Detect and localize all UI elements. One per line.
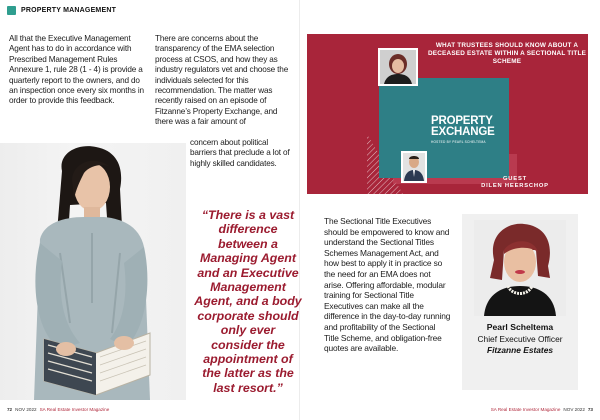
- section-marker-icon: [7, 6, 16, 15]
- guest-caption: [467, 176, 563, 191]
- property-exchange-banner: [307, 34, 588, 194]
- profile-company: Fitzanne Estates: [486, 345, 554, 355]
- section-header: [7, 6, 116, 15]
- logo-subtitle: HOSTED BY PEARL SCHELTEMA: [431, 140, 486, 144]
- guest-photo: [401, 151, 427, 183]
- guest-portrait: [403, 153, 425, 181]
- footer-left: [7, 407, 109, 412]
- pearl-portrait: [474, 220, 566, 316]
- footer-left-magazine: SA Real Estate Investor Magazine: [39, 407, 110, 412]
- column-1-text: [9, 34, 149, 107]
- column-1-paragraph: All that the Executive Management Agent has to do in accordance with Prescribed Management Rules Annexure 1, rule 28 (1 - 4) is provide a quarterly report to the owners, and do an inspection once every six months in order to provide this feedback.: [9, 34, 144, 106]
- column-2-paragraph-top: There are concerns about the transparency of the EMA selection process at CSOS, and how they as industry regulators vet and choose the individuals selected for this recommendation. The matter was recently raised on an episode of Fitzanne’s Property Exchange, and there was a fair amount of: [155, 34, 289, 127]
- woman-reading-photo: [0, 143, 186, 400]
- logo-line-1: PROPERTY: [431, 115, 493, 127]
- woman-illustration: [0, 143, 186, 400]
- banner-headline: WHAT TRUSTEES SHOULD KNOW ABOUT A DECEASED ESTATE WITHIN A SECTIONAL TITLE SCHEME: [427, 42, 587, 65]
- footer-right-date: NOV 2022: [563, 407, 585, 412]
- column-3-paragraph: The Sectional Title Executives should be empowered to know and understand the Sectional Titles Schemes Management Act, and how best to apply it in practice so the need for an EMA does not arise. Offering affordable, modular training for Sectional Title Executives can make all the difference in the day-to-day running and profitability of the Sectional Title Scheme, and obligation-free quotes are available.: [324, 216, 451, 354]
- column-2-paragraph-bottom: concern about political barriers that preclude a lot of highly skilled candidates.: [190, 138, 290, 168]
- property-exchange-logo: [431, 116, 517, 148]
- pull-quote: “There is a vast difference between a Managing Agent and an Executive Management Agent, and a body corporate should only ever consider the appointment of the latter as the last resort.”: [194, 208, 302, 395]
- column-2-text-bottom: [190, 138, 294, 169]
- footer-right-magazine: SA Real Estate Investor Magazine: [490, 407, 561, 412]
- footer-right-page: 73: [587, 407, 593, 412]
- guest-label: GUEST: [503, 176, 527, 182]
- profile-role: Chief Executive Officer: [477, 334, 563, 344]
- footer-right: [491, 407, 593, 412]
- host-photo: [378, 48, 418, 86]
- profile-photo: [474, 220, 566, 316]
- host-portrait: [380, 50, 416, 84]
- logo-line-2: EXCHANGE: [431, 126, 495, 138]
- footer-left-date: NOV 2022: [15, 407, 37, 412]
- guest-name: DILEN HEERSCHOP: [481, 183, 549, 190]
- column-2-text-top: [155, 34, 292, 128]
- footer-left-page: 72: [7, 407, 13, 412]
- profile-card: [462, 214, 578, 390]
- section-title: PROPERTY MANAGEMENT: [21, 7, 117, 14]
- profile-name: Pearl Scheltema: [486, 322, 554, 332]
- column-3-text: [324, 216, 452, 354]
